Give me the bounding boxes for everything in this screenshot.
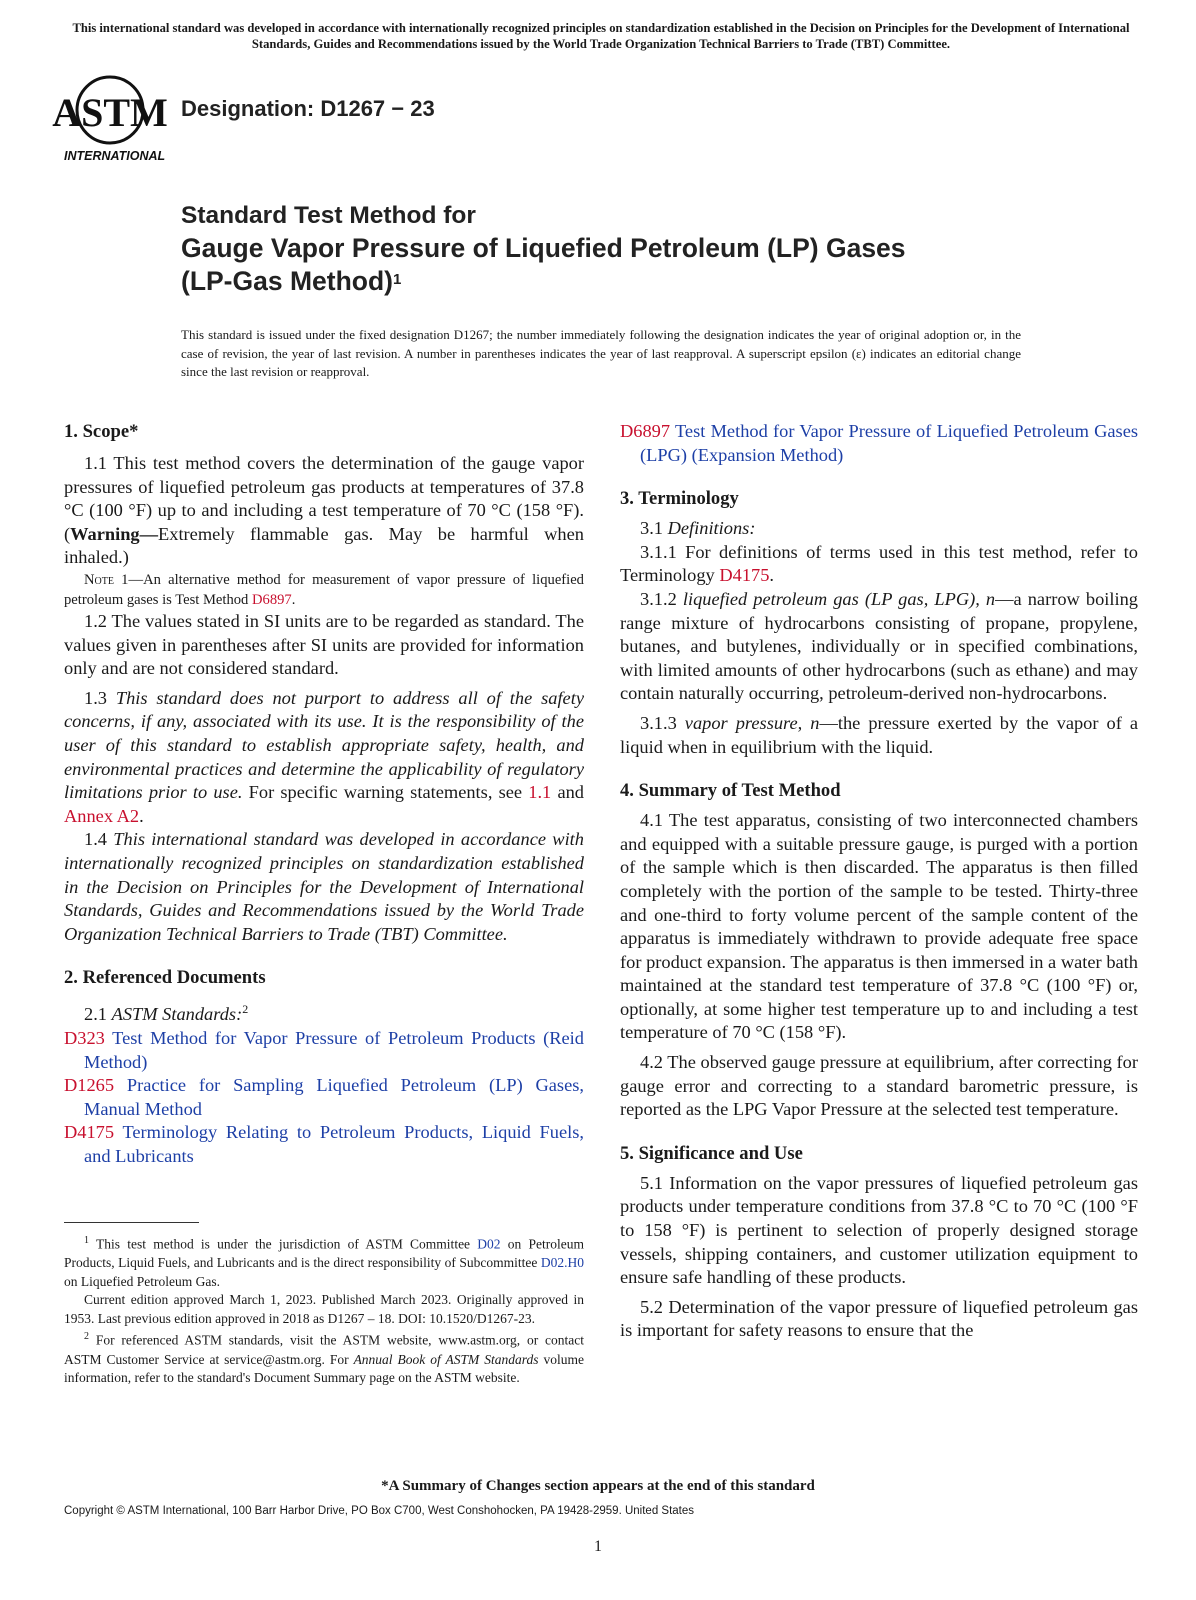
paragraph-5-1: 5.1 Information on the vapor pressures of liquefied petroleum gas products under temperature conditions from 37.8 °C to 70 °C (100 °F to 158 °F) is pertinent to selection of properly designed storage vessels, shipping containers, and customer utilization equipment to ensure safe handling of these products. [620, 1172, 1138, 1288]
reference-d1265[interactable]: D1265 Practice for Sampling Liquefied Petroleum (LP) Gases, Manual Method [64, 1075, 584, 1119]
paragraph-3-1-2: 3.1.2 liquefied petroleum gas (LP gas, LPG), n—a narrow boiling range mixture of hydrocarbons consisting of propane, propylene, butanes, and butylenes, individually or in specified combinations, with limited amounts of other hydrocarbons (such as ethane) and may contain naturally occurring, petroleum-derived non-hydrocarbons. [620, 588, 1138, 704]
footnote-2: $^2$ For referenced ASTM standards, visit the ASTM website, www.astm.org, or contact ASTM Customer Service at service@astm.org. For Annual Book of ASTM Standards volume information, refer to the standard's Document Summary page on the ASTM website. [64, 1331, 584, 1386]
reference-d6897[interactable]: D6897 Test Method for Vapor Pressure of Liquefied Petroleum Gases (LPG) (Expansion Method) [620, 421, 1139, 465]
paragraph-3-1-3: 3.1.3 vapor pressure, n—the pressure exerted by the vapor of a liquid when in equilibrium with the liquid. [620, 712, 1138, 757]
paragraph-3-1: 3.1 Definitions: [640, 518, 756, 539]
title-line-2: Gauge Vapor Pressure of Liquefied Petroleum (LP) Gases [181, 233, 906, 263]
reference-d4175[interactable]: D4175 Terminology Relating to Petroleum Products, Liquid Fuels, and Lubricants [64, 1122, 585, 1166]
paragraph-1-4: 1.4 This international standard was developed in accordance with internationally recognized principles on standardization established in the Decision on Principles for the Development of International Standards, Guides and Recommendations issued by the World Trade Organization Technical Barriers to Trade (TBT) Committee. [64, 829, 584, 944]
link-1-1[interactable]: 1.1 [528, 782, 552, 803]
reference-d323[interactable]: D323 Test Method for Vapor Pressure of Petroleum Products (Reid Method) [64, 1028, 584, 1072]
note-1: Note 1—An alternative method for measurement of vapor pressure of liquefied petroleum gases is Test Method D6897. [64, 571, 584, 608]
paragraph-5-2: 5.2 Determination of the vapor pressure of liquefied petroleum gas is important for safety reasons to ensure that the [620, 1296, 1138, 1341]
footnote-divider [64, 1222, 199, 1223]
left-column [64, 420, 584, 1169]
right-column [620, 420, 1138, 1343]
paragraph-1-2: 1.2 The values stated in SI units are to be regarded as standard. The values given in parentheses after SI units are provided for information only and are not considered standard. [64, 610, 584, 679]
document-title [181, 200, 906, 298]
footnotes [64, 1232, 584, 1388]
link-d4175[interactable]: D4175 [719, 565, 770, 586]
paragraph-1-1: 1.1 This test method covers the determination of the gauge vapor pressures of liquefied petroleum gas products at temperatures of 37.8 °C (100 °F) up to and including a test temperature of 70 °C (158 °F). (Warning—Extremely flammable gas. May be harmful when inhaled.) [64, 453, 584, 568]
section-heading-significance-and-use: 5. Significance and Use [620, 1142, 803, 1164]
footnote-1-edition: Current edition approved March 1, 2023. Published March 2023. Originally approved in 1953. Last previous edition approved in 2018 as D1267 – 18. DOI: 10.1520/D1267-23. [64, 1292, 584, 1326]
section-heading-summary-of-test-method: 4. Summary of Test Method [620, 780, 841, 802]
astm-logo [52, 70, 170, 168]
paragraph-3-1-1: 3.1.1 For definitions of terms used in this test method, refer to Terminology D4175. [620, 541, 1138, 586]
title-line-1: Standard Test Method for [181, 202, 476, 229]
link-d02-h0[interactable]: D02.H0 [540, 1255, 584, 1271]
issuance-notice: This standard is issued under the fixed designation D1267; the number immediately following the designation indicates the year of original adoption or, in the case of revision, the year of last revision. A number in parentheses indicates the year of last reapproval. A superscript epsilon (ε) indicates an editorial change since the last revision or reapproval. [181, 327, 1021, 379]
summary-of-changes-notice: *A Summary of Changes section appears at the end of this standard [381, 1478, 815, 1494]
designation: Designation: D1267 − 23 [181, 96, 435, 121]
copyright-line: Copyright © ASTM International, 100 Barr Harbor Drive, PO Box C700, West Conshohocken, PA 19428-2959. United States [64, 1505, 695, 1517]
paragraph-1-3: 1.3 This standard does not purport to address all of the safety concerns, if any, associated with its use. It is the responsibility of the user of this standard to establish appropriate safety, health, and environmental practices and determine the applicability of regulatory limitations prior to use. For specific warning statements, see 1.1 and Annex A2. [64, 687, 584, 826]
paragraph-4-1: 4.1 The test apparatus, consisting of two interconnected chambers and equipped with a suitable pressure gauge, is purged with a portion of the sample which is then discarded. The apparatus is then filled completely with the portion of the sample to be tested. Thirty-three and one-third to forty volume percent of the sample content of the apparatus is immediately withdrawn to provide adequate free space for product expansion. The apparatus is then immersed in a water bath maintained at the standard test temperature of 37.8 °C (100 °F) or, optionally, at some higher test temperature up to and including a test temperature of 70 °C (158 °F). [620, 810, 1138, 1043]
logo-text: ASTM [52, 90, 168, 135]
logo-subtext: INTERNATIONAL [64, 149, 166, 163]
paragraph-2-1: 2.1 ASTM Standards:$^2$ [84, 1002, 249, 1025]
title-line-3: (LP-Gas Method) [181, 266, 393, 296]
section-heading-terminology: 3. Terminology [620, 488, 739, 510]
section-heading-scope: 1. Scope* [64, 421, 139, 442]
link-annex-a2[interactable]: Annex A2 [64, 805, 140, 826]
section-heading-referenced-documents: 2. Referenced Documents [64, 967, 266, 989]
tbt-banner: This international standard was developed in accordance with internationally recognized principles on standardization established in the Decision on Principles for the Development of International Standards, Guides and Recommendations issued by the World Trade Organization Technical Barriers to Trade (TBT) Committee. [72, 21, 1130, 51]
paragraph-4-2: 4.2 The observed gauge pressure at equilibrium, after correcting for gauge error and correcting to a standard barometric pressure, is reported as the LPG Vapor Pressure at the selected test temperature. [620, 1052, 1138, 1120]
title-footnote-marker: 1 [393, 271, 402, 288]
link-d02[interactable]: D02 [477, 1236, 501, 1252]
link-d6897[interactable]: D6897 [252, 591, 292, 608]
footnote-1: $^1$ This test method is under the jurisdiction of ASTM Committee D02 on Petroleum Products, Liquid Fuels, and Lubricants and is the direct responsibility of Subcommittee D02.H0 on Liquefied Petroleum Gas. [64, 1235, 584, 1289]
page-number: 1 [594, 1538, 602, 1555]
